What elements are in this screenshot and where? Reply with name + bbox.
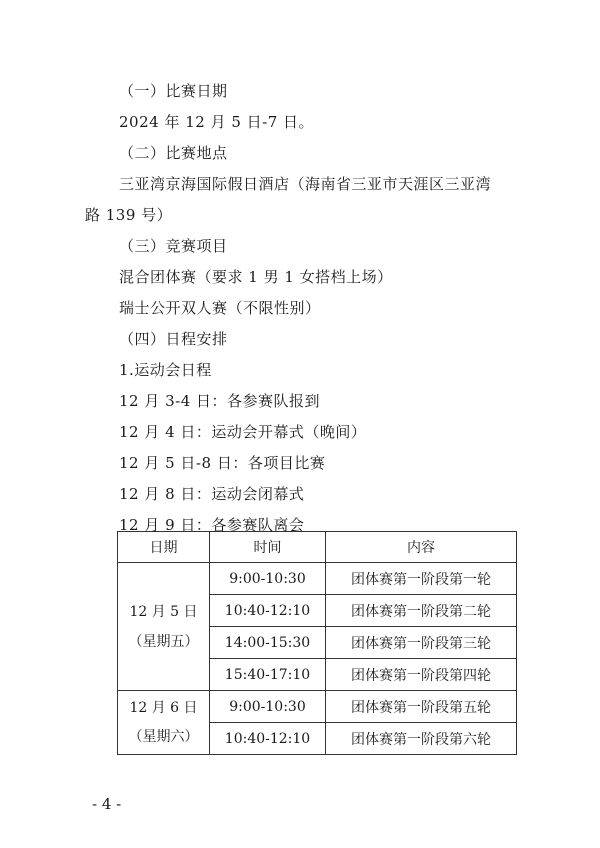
content-cell: 团体赛第一阶段第二轮 [326, 595, 517, 627]
section-heading-events: （三）竞赛项目 [119, 237, 228, 255]
time-cell: 10:40-12:10 [210, 595, 326, 627]
bridge-schedule-table [117, 531, 517, 755]
content-cell: 团体赛第一阶段第六轮 [326, 723, 517, 755]
schedule-item-competition: 12 月 5 日-8 日：各项目比赛 [119, 454, 326, 472]
subheading-games-schedule: 1.运动会日程 [119, 361, 212, 379]
time-cell: 9:00-10:30 [210, 691, 326, 723]
page-number: - 4 - [92, 795, 122, 813]
dates-text: 2024 年 12 月 5 日-7 日。 [119, 113, 315, 131]
time-cell: 10:40-12:10 [210, 723, 326, 755]
header-time: 时间 [210, 532, 326, 563]
schedule-item-opening: 12 月 4 日：运动会开幕式（晚间） [119, 423, 367, 441]
table-row [118, 563, 517, 595]
date-label: 12 月 5 日 [129, 603, 198, 620]
content-cell: 团体赛第一阶段第四轮 [326, 659, 517, 691]
time-cell: 15:40-17:10 [210, 659, 326, 691]
venue-text: 三亚湾京海国际假日酒店（海南省三亚市天涯区三亚湾 [119, 175, 492, 193]
date-cell-dec6 [118, 691, 210, 755]
content-cell: 团体赛第一阶段第三轮 [326, 627, 517, 659]
content-cell: 团体赛第一阶段第五轮 [326, 691, 517, 723]
section-heading-venue: （二）比赛地点 [119, 144, 228, 162]
date-cell-dec5 [118, 563, 210, 691]
time-cell: 9:00-10:30 [210, 563, 326, 595]
table-row [118, 691, 517, 723]
content-cell: 团体赛第一阶段第一轮 [326, 563, 517, 595]
event-mixed-team: 混合团体赛（要求 1 男 1 女搭档上场） [119, 268, 393, 286]
section-heading-schedule: （四）日程安排 [119, 330, 228, 348]
table-header-row [118, 532, 517, 563]
weekday-label: （星期五） [128, 633, 199, 650]
header-content: 内容 [326, 532, 517, 563]
schedule-item-departure: 12 月 9 日：各参赛队离会 [119, 516, 305, 534]
header-date: 日期 [118, 532, 210, 563]
schedule-item-closing: 12 月 8 日：运动会闭幕式 [119, 485, 305, 503]
section-heading-dates: （一）比赛日期 [119, 82, 228, 100]
date-label: 12 月 6 日 [129, 699, 198, 716]
weekday-label: （星期六） [128, 728, 199, 745]
venue-text-continued: 路 139 号） [85, 206, 173, 224]
time-cell: 14:00-15:30 [210, 627, 326, 659]
event-swiss-pairs: 瑞士公开双人赛（不限性别） [119, 299, 321, 317]
schedule-item-arrival: 12 月 3-4 日：各参赛队报到 [119, 392, 321, 410]
